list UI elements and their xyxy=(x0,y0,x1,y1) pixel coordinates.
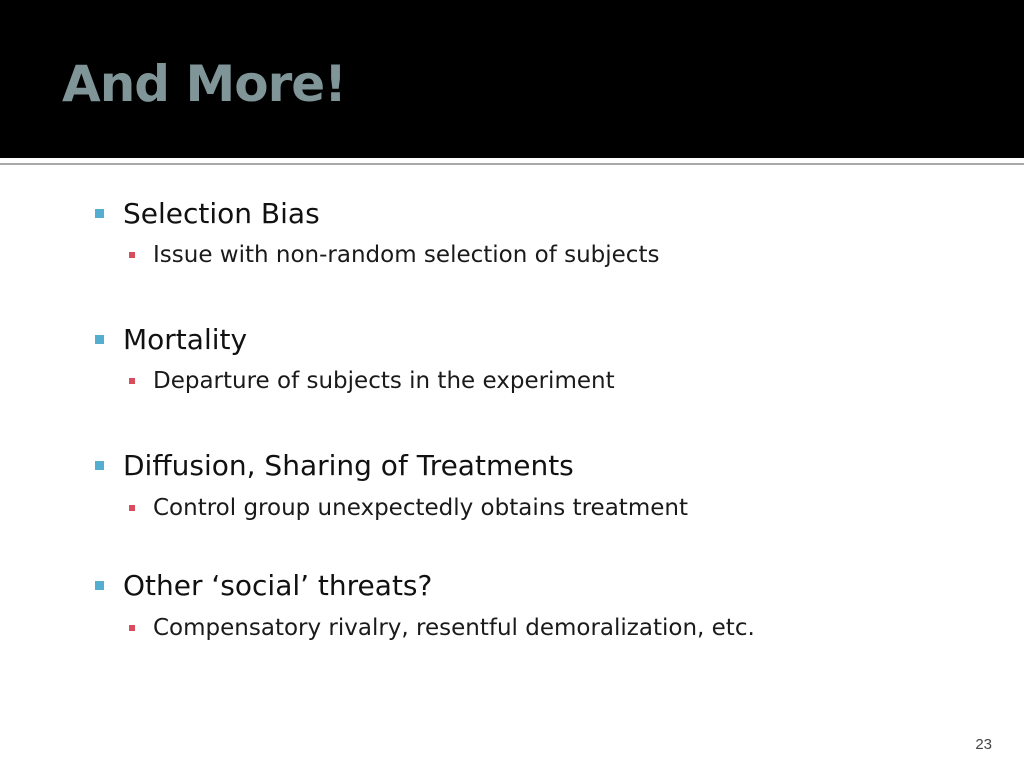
slide-title: And More! xyxy=(62,55,346,113)
square-bullet-icon xyxy=(95,209,104,218)
square-bullet-icon xyxy=(95,581,104,590)
sub-bullet-text: Compensatory rivalry, resentful demoralization, etc. xyxy=(153,615,755,641)
square-sub-bullet-icon xyxy=(129,252,135,258)
page-number: 23 xyxy=(975,736,992,753)
sub-bullet-text: Issue with non-random selection of subjects xyxy=(153,242,660,268)
bullet-text: Diffusion, Sharing of Treatments xyxy=(123,449,574,482)
square-sub-bullet-icon xyxy=(129,505,135,511)
square-bullet-icon xyxy=(95,335,104,344)
square-bullet-icon xyxy=(95,461,104,470)
bullet-text: Selection Bias xyxy=(123,197,320,230)
square-sub-bullet-icon xyxy=(129,625,135,631)
bullet-text: Mortality xyxy=(123,323,248,356)
bullet-text: Other ‘social’ threats? xyxy=(123,569,433,602)
sub-bullet-text: Control group unexpectedly obtains treatment xyxy=(153,495,688,521)
square-sub-bullet-icon xyxy=(129,378,135,384)
sub-bullet-text: Departure of subjects in the experiment xyxy=(153,368,615,394)
